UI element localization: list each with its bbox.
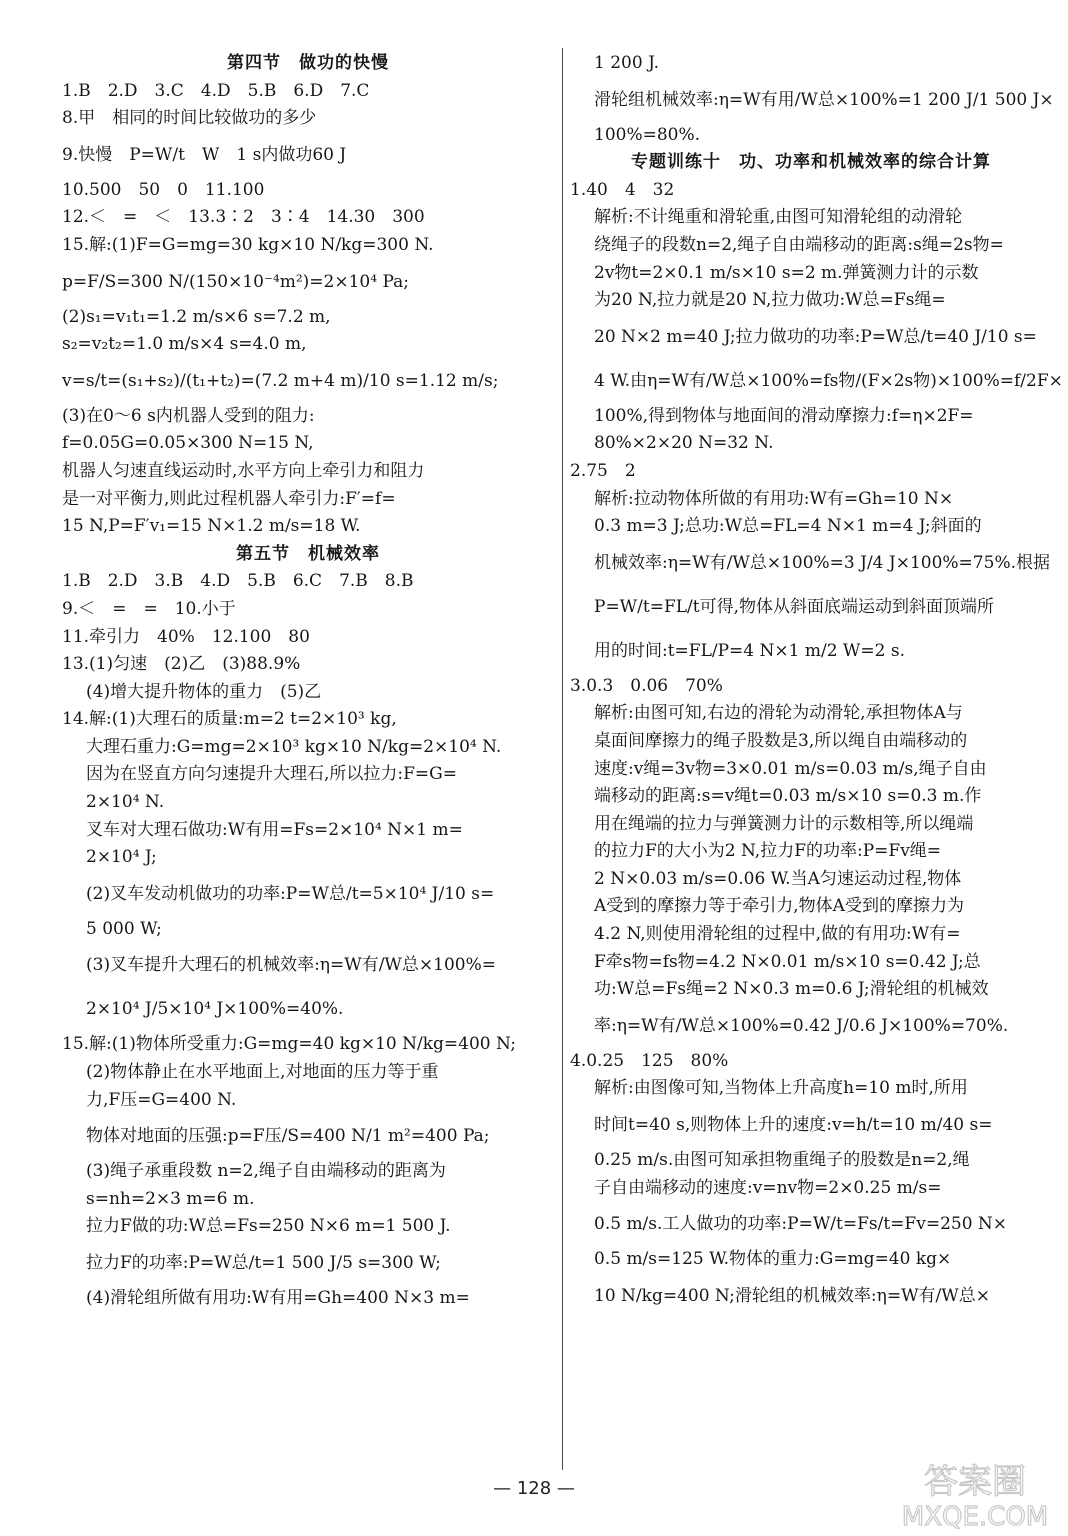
column-divider — [562, 48, 563, 1470]
answer-line: 1 200 J. — [594, 53, 659, 73]
answer-line: 解析:拉动物体所做的有用功:W有=Gh=10 N× — [594, 488, 954, 509]
section-heading: 专题训练十 功、功率和机械效率的综合计算 — [631, 152, 991, 173]
answer-line: (2)s₁=v₁t₁=1.2 m/s×6 s=7.2 m, — [62, 306, 331, 327]
answer-line: 绕绳子的段数n=2,绳子自由端移动的距离:s绳=2s物= — [594, 234, 1004, 255]
answer-line: 用在绳端的拉力与弹簧测力计的示数相等,所以绳端 — [594, 813, 974, 834]
answer-line: (2)物体静止在水平地面上,对地面的压力等于重 — [86, 1062, 439, 1083]
answer-line: A受到的摩擦力等于牵引力,物体A受到的摩擦力为 — [594, 896, 964, 917]
answer-line: 0.5 m/s=125 W.物体的重力:G=mg=40 kg× — [594, 1249, 952, 1270]
left-column — [62, 50, 554, 1313]
answer-line: 2 N×0.03 m/s=0.06 W.当A匀速运动过程,物体 — [594, 868, 962, 889]
answer-line: 13.(1)匀速 (2)乙 (3)88.9% — [62, 654, 301, 675]
answer-line: 物体对地面的压强:p=F压/S=400 N/1 m²=400 Pa; — [86, 1126, 490, 1147]
answer-line: 4.2 N,则使用滑轮组的过程中,做的有用功:W有= — [594, 924, 961, 945]
svg-text:MXQE.COM: MXQE.COM — [901, 1502, 1049, 1532]
answer-line: 10 N/kg=400 N;滑轮组的机械效率:η=W有/W总× — [594, 1285, 990, 1306]
answer-line: 100%,得到物体与地面间的滑动摩擦力:f=η×2F= — [594, 405, 974, 426]
answer-line: 0.5 m/s.工人做功的功率:P=W/t=Fs/t=Fv=250 N× — [594, 1214, 1008, 1235]
answer-line: 11.牵引力 40% 12.100 80 — [62, 626, 310, 647]
answer-line: (3)叉车提升大理石的机械效率:η=W有/W总×100%= — [86, 955, 496, 976]
answer-line: 2.75 2 — [570, 460, 636, 481]
section-heading: 第五节 机械效率 — [236, 543, 380, 564]
answer-line: 的拉力F的大小为2 N,拉力F的功率:P=Fv绳= — [594, 841, 942, 862]
answer-line: 1.B 2.D 3.C 4.D 5.B 6.D 7.C — [62, 80, 370, 101]
answer-line: (3)在0～6 s内机器人受到的阻力: — [62, 405, 315, 426]
answer-line: 8.甲 相同的时间比较做功的多少 — [62, 108, 317, 129]
answer-line: 为20 N,拉力就是20 N,拉力做功:W总=Fs绳= — [594, 290, 946, 311]
answer-line: s₂=v₂t₂=1.0 m/s×4 s=4.0 m, — [62, 334, 307, 355]
answer-line: s=nh=2×3 m=6 m. — [86, 1188, 255, 1209]
svg-text:答案圈: 答案圈 — [924, 1462, 1026, 1502]
answer-line: 15.解:(1)F=G=mg=30 kg×10 N/kg=300 N. — [62, 234, 434, 255]
answer-line: (2)叉车发动机做功的功率:P=W总/t=5×10⁴ J/10 s= — [86, 883, 495, 904]
answer-line: 15 N,P=F′v₁=15 N×1.2 m/s=18 W. — [62, 516, 361, 537]
answer-line: 功:W总=Fs绳=2 N×0.3 m=0.6 J;滑轮组的机械效 — [594, 979, 989, 1000]
answer-line: (4)增大提升物体的重力 (5)乙 — [86, 681, 322, 702]
page-number: — 128 — — [493, 1478, 575, 1499]
answer-line: 拉力F的功率:P=W总/t=1 500 J/5 s=300 W; — [86, 1253, 441, 1273]
answer-line: 10.500 50 0 11.100 — [62, 179, 265, 200]
answer-line: 率:η=W有/W总×100%=0.42 J/0.6 J×100%=70%. — [594, 1015, 1009, 1036]
answer-line: 4 W.由η=W有/W总×100%=fs物/(F×2s物)×100%=f/2F× — [594, 370, 1063, 391]
answer-line: 4.0.25 125 80% — [570, 1050, 729, 1071]
answer-line: 5 000 W; — [86, 918, 162, 939]
watermark-logo — [895, 1455, 1055, 1533]
answer-line: 12.＜ = ＜ 13.3∶2 3∶4 14.30 300 — [62, 207, 425, 228]
answer-line: 解析:不计绳重和滑轮重,由图可知滑轮组的动滑轮 — [594, 207, 963, 228]
answer-line: 2×10⁴ J/5×10⁴ J×100%=40%. — [86, 999, 344, 1020]
answer-line: 0.3 m=3 J;总功:W总=FL=4 N×1 m=4 J;斜面的 — [594, 516, 982, 537]
answer-line: (4)滑轮组所做有用功:W有用=Gh=400 N×3 m= — [86, 1288, 470, 1308]
answer-line: 桌面间摩擦力的绳子股数是3,所以绳自由端移动的 — [594, 730, 968, 751]
answer-line: 15.解:(1)物体所受重力:G=mg=40 kg×10 N/kg=400 N; — [62, 1034, 517, 1055]
answer-line: 叉车对大理石做功:W有用=Fs=2×10⁴ N×1 m= — [86, 819, 463, 840]
section-heading: 第四节 做功的快慢 — [227, 53, 389, 73]
answer-line: 0.25 m/s.由图可知承担物重绳子的股数是n=2,绳 — [594, 1150, 970, 1171]
answer-line: 速度:v绳=3v物=3×0.01 m/s=0.03 m/s,绳子自由 — [594, 758, 987, 779]
answer-line: P=W/t=FL/t可得,物体从斜面底端运动到斜面顶端所 — [594, 596, 995, 617]
answer-line: 3.0.3 0.06 70% — [570, 675, 723, 696]
answer-line: p=F/S=300 N/(150×10⁻⁴m²)=2×10⁴ Pa; — [62, 271, 409, 292]
answer-line: 大理石重力:G=mg=2×10³ kg×10 N/kg=2×10⁴ N. — [86, 736, 502, 757]
answer-line: F牵s物=fs物=4.2 N×0.01 m/s×10 s=0.42 J;总 — [594, 951, 981, 972]
answer-line: 2v物t=2×0.1 m/s×10 s=2 m.弹簧测力计的示数 — [594, 262, 979, 283]
answer-line: 是一对平衡力,则此过程机器人牵引力:F′=f= — [62, 488, 396, 509]
answer-line: 14.解:(1)大理石的质量:m=2 t=2×10³ kg, — [62, 709, 397, 730]
answer-line: 机器人匀速直线运动时,水平方向上牵引力和阻力 — [62, 460, 425, 481]
answer-line: 9.＜ = = 10.小于 — [62, 598, 236, 619]
answer-line: 机械效率:η=W有/W总×100%=3 J/4 J×100%=75%.根据 — [594, 552, 1050, 573]
answer-line: 2×10⁴ J; — [86, 847, 157, 868]
answer-line: 力,F压=G=400 N. — [86, 1089, 237, 1110]
answer-line: 端移动的距离:s=v绳t=0.03 m/s×10 s=0.3 m.作 — [594, 786, 982, 807]
answer-line: v=s/t=(s₁+s₂)/(t₁+t₂)=(7.2 m+4 m)/10 s=1.12 m/s; — [62, 370, 499, 391]
answer-line: 9.快慢 P=W/t W 1 s内做功60 J — [62, 144, 347, 165]
right-column — [570, 50, 1063, 1318]
answer-line: 1.40 4 32 — [570, 179, 675, 200]
answer-line: 滑轮组机械效率:η=W有用/W总×100%=1 200 J/1 500 J× — [594, 89, 1054, 110]
answer-line: 100%=80%. — [594, 124, 701, 145]
answer-line: 80%×2×20 N=32 N. — [594, 433, 774, 454]
answer-line: 2×10⁴ N. — [86, 792, 165, 813]
answer-line: f=0.05G=0.05×300 N=15 N, — [62, 433, 314, 454]
answer-line: 子自由端移动的速度:v=nv物=2×0.25 m/s= — [594, 1177, 942, 1198]
answer-line: 时间t=40 s,则物体上升的速度:v=h/t=10 m/40 s= — [594, 1115, 993, 1136]
answer-line: 解析:由图像可知,当物体上升高度h=10 m时,所用 — [594, 1078, 968, 1099]
answer-line: 1.B 2.D 3.B 4.D 5.B 6.C 7.B 8.B — [62, 571, 414, 592]
answer-line: (3)绳子承重段数 n=2,绳子自由端移动的距离为 — [86, 1161, 446, 1182]
answer-line: 用的时间:t=FL/P=4 N×1 m/2 W=2 s. — [594, 640, 905, 661]
answer-line: 20 N×2 m=40 J;拉力做功的功率:P=W总/t=40 J/10 s= — [594, 326, 1037, 347]
answer-line: 拉力F做的功:W总=Fs=250 N×6 m=1 500 J. — [86, 1216, 451, 1237]
answer-line: 因为在竖直方向匀速提升大理石,所以拉力:F=G= — [86, 764, 457, 785]
answer-line: 解析:由图可知,右边的滑轮为动滑轮,承担物体A与 — [594, 703, 963, 724]
